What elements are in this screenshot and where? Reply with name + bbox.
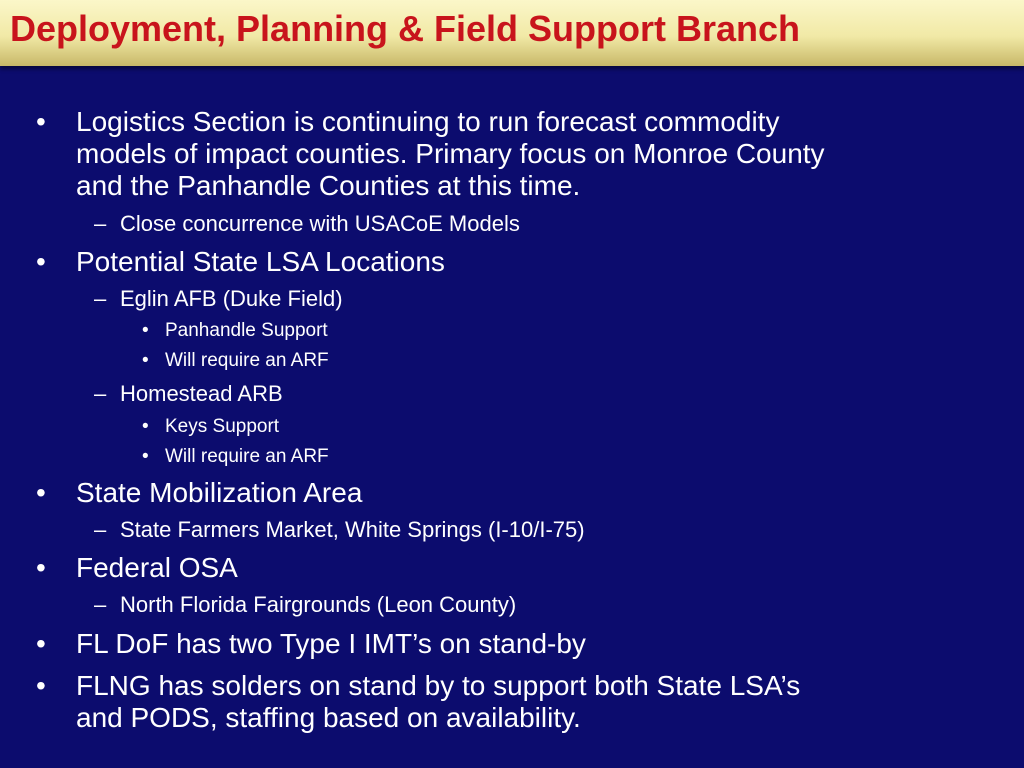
dot-marker: • xyxy=(142,446,149,467)
dash-marker: – xyxy=(94,286,107,311)
slide-title: Deployment, Planning & Field Support Branch xyxy=(10,8,801,49)
dot-marker: • xyxy=(142,320,149,341)
bullet-logistics-line2: models of impact counties. Primary focus on Monroe County xyxy=(76,138,825,169)
bullet-marker: • xyxy=(36,670,46,701)
bullet-marker: • xyxy=(36,628,46,659)
dot-marker: • xyxy=(142,416,149,437)
sub-bullet-farmers-market: State Farmers Market, White Springs (I-10/I-75) xyxy=(120,517,585,542)
sub-sub-bullet-keys: Keys Support xyxy=(165,416,280,437)
bullet-flng-line2: and PODS, staffing based on availability. xyxy=(76,702,581,733)
dash-marker: – xyxy=(94,211,107,236)
sub-bullet-usacoe: Close concurrence with USACoE Models xyxy=(120,211,520,236)
bullet-marker: • xyxy=(36,106,46,137)
dash-marker: – xyxy=(94,381,107,406)
sub-bullet-homestead: Homestead ARB xyxy=(120,381,283,406)
bullet-flng-line1: FLNG has solders on stand by to support both State LSA’s xyxy=(76,670,801,701)
sub-bullet-fairgrounds: North Florida Fairgrounds (Leon County) xyxy=(120,592,517,617)
sub-sub-bullet-arf-2: Will require an ARF xyxy=(165,446,329,467)
sub-bullet-eglin: Eglin AFB (Duke Field) xyxy=(120,286,343,311)
bullet-marker: • xyxy=(36,552,46,583)
bullet-mobilization: State Mobilization Area xyxy=(76,477,363,508)
bullet-fl-dof: FL DoF has two Type I IMT’s on stand-by xyxy=(76,628,586,659)
dash-marker: – xyxy=(94,592,107,617)
bullet-marker: • xyxy=(36,477,46,508)
bullet-federal-osa: Federal OSA xyxy=(76,552,238,583)
dot-marker: • xyxy=(142,350,149,371)
dash-marker: – xyxy=(94,517,107,542)
bullet-logistics-line3: and the Panhandle Counties at this time. xyxy=(76,170,581,201)
sub-sub-bullet-arf: Will require an ARF xyxy=(165,350,329,371)
bullet-marker: • xyxy=(36,246,46,277)
bullet-state-lsa: Potential State LSA Locations xyxy=(76,246,445,277)
sub-sub-bullet-panhandle: Panhandle Support xyxy=(165,320,328,341)
bullet-logistics-line1: Logistics Section is continuing to run forecast commodity xyxy=(76,106,780,137)
